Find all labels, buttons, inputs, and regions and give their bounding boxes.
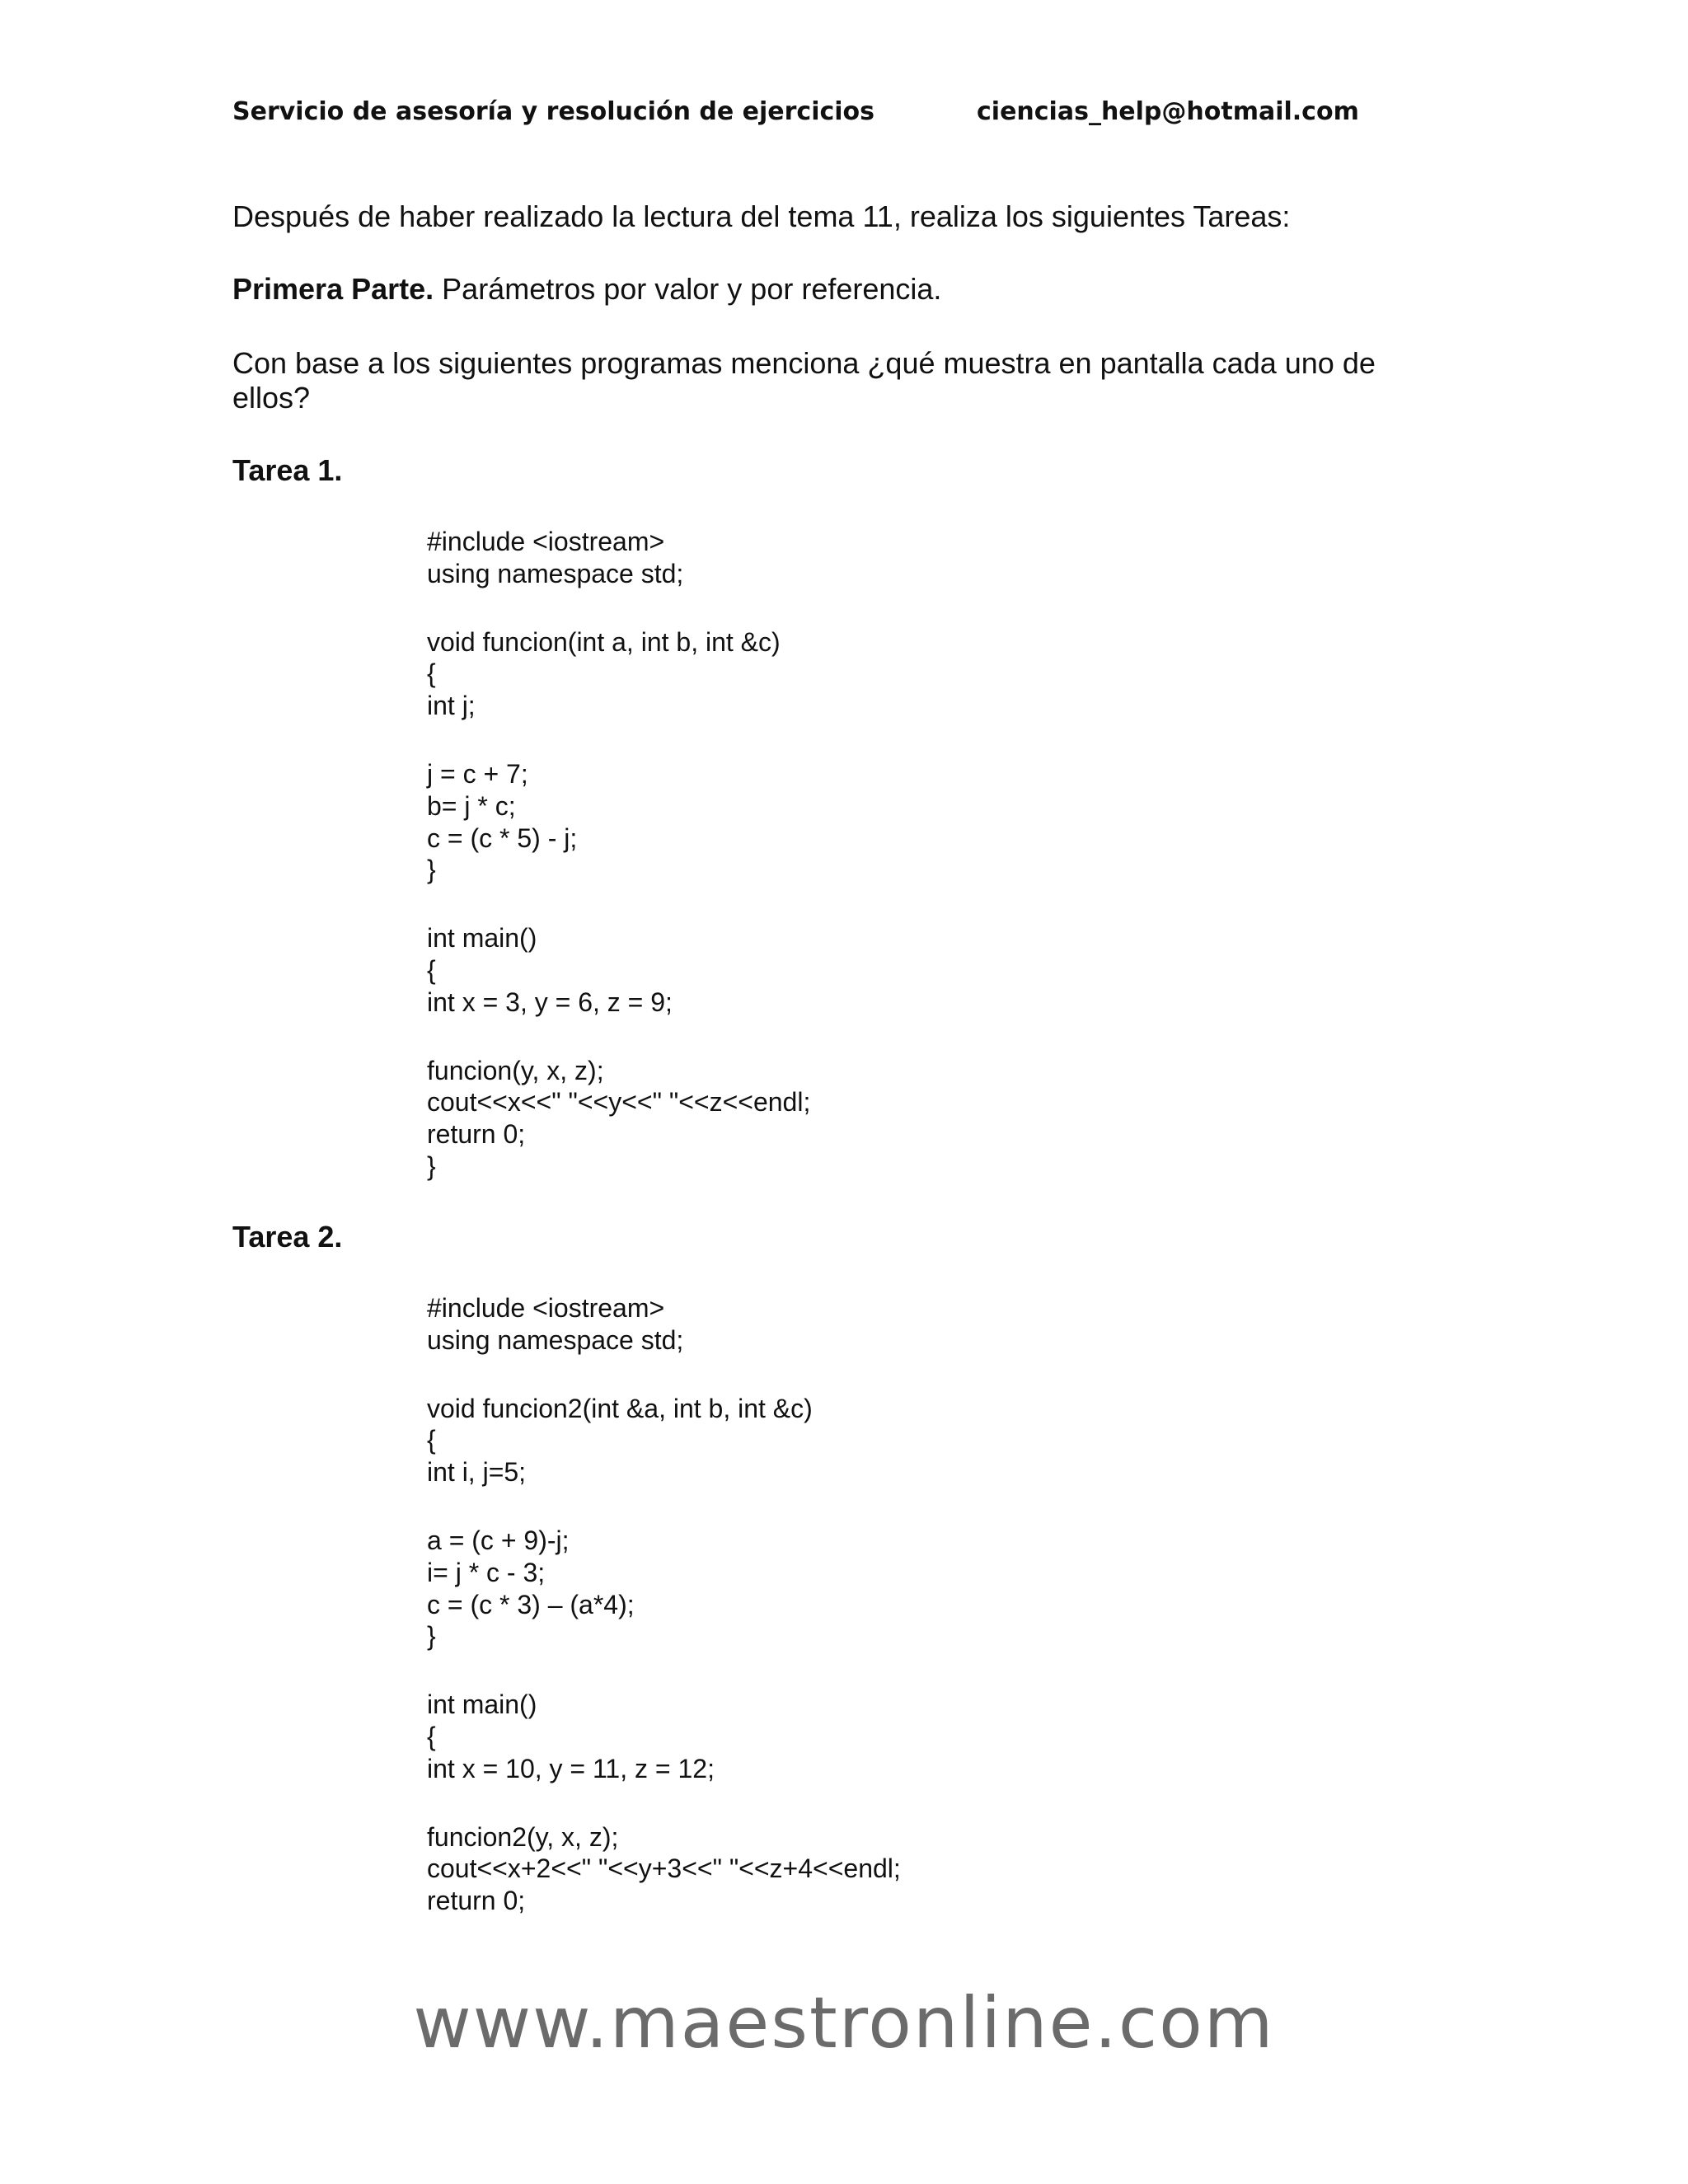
intro-paragraph: Después de haber realizado la lectura del tema 11, realiza los siguientes Tareas: [232, 199, 1291, 233]
code-line: int main() [427, 1690, 537, 1720]
section-subtitle: Parámetros por valor y por referencia. [434, 272, 942, 306]
code-line: int x = 10, y = 11, z = 12; [427, 1753, 715, 1783]
code-line: } [427, 855, 436, 885]
question-paragraph: Con base a los siguientes programas menciona ¿qué muestra en pantalla cada uno de ellos? [232, 346, 1376, 415]
task-2-title: Tarea 2. [232, 1220, 343, 1254]
code-line: using namespace std; [427, 1324, 684, 1355]
code-blank-line [427, 1652, 901, 1689]
code-line: funcion2(y, x, z); [427, 1821, 619, 1852]
code-line: } [427, 1621, 436, 1652]
code-line: } [427, 1151, 436, 1181]
section-heading [232, 272, 941, 307]
code-blank-line [427, 1019, 810, 1055]
code-line: #include <iostream> [427, 1293, 665, 1323]
section-title: Primera Parte. [232, 272, 434, 306]
code-line: c = (c * 3) – (a*4); [427, 1589, 635, 1619]
page-header [232, 97, 1403, 138]
task-1-code-block [427, 526, 810, 1183]
code-line: int main() [427, 923, 537, 954]
code-line: b= j * c; [427, 790, 516, 821]
code-line: { [427, 1721, 436, 1751]
code-line: int i, j=5; [427, 1457, 527, 1488]
code-blank-line [427, 1488, 901, 1525]
code-line: j = c + 7; [427, 758, 528, 789]
code-line: { [427, 1425, 436, 1455]
code-line: using namespace std; [427, 558, 684, 588]
code-blank-line [427, 722, 810, 758]
header-email: ciencias_help@hotmail.com [977, 97, 1359, 126]
code-line: int x = 3, y = 6, z = 9; [427, 987, 673, 1017]
code-line: funcion(y, x, z); [427, 1055, 604, 1085]
code-line: return 0; [427, 1886, 526, 1916]
code-line: a = (c + 9)-j; [427, 1525, 570, 1555]
code-line: return 0; [427, 1119, 526, 1150]
code-line: i= j * c - 3; [427, 1557, 546, 1587]
code-line: cout<<x+2<<" "<<y+3<<" "<<z+4<<endl; [427, 1854, 901, 1884]
code-blank-line [427, 590, 810, 626]
code-line: c = (c * 5) - j; [427, 823, 578, 853]
code-blank-line [427, 1785, 901, 1821]
code-blank-line [427, 886, 810, 922]
header-service-title: Servicio de asesoría y resolución de ejercicios [232, 97, 875, 126]
code-line: #include <iostream> [427, 527, 665, 556]
code-blank-line [427, 1357, 901, 1393]
task-1-title: Tarea 1. [232, 453, 343, 487]
code-line: void funcion(int a, int b, int &c) [427, 626, 781, 657]
code-line: void funcion2(int &a, int b, int &c) [427, 1393, 813, 1423]
watermark: www.maestronline.com [413, 1982, 1275, 2064]
code-line: { [427, 658, 436, 689]
code-line: cout<<x<<" "<<y<<" "<<z<<endl; [427, 1087, 811, 1118]
code-line: { [427, 954, 436, 985]
code-line: int j; [427, 691, 476, 721]
task-2-code-block [427, 1292, 901, 1917]
